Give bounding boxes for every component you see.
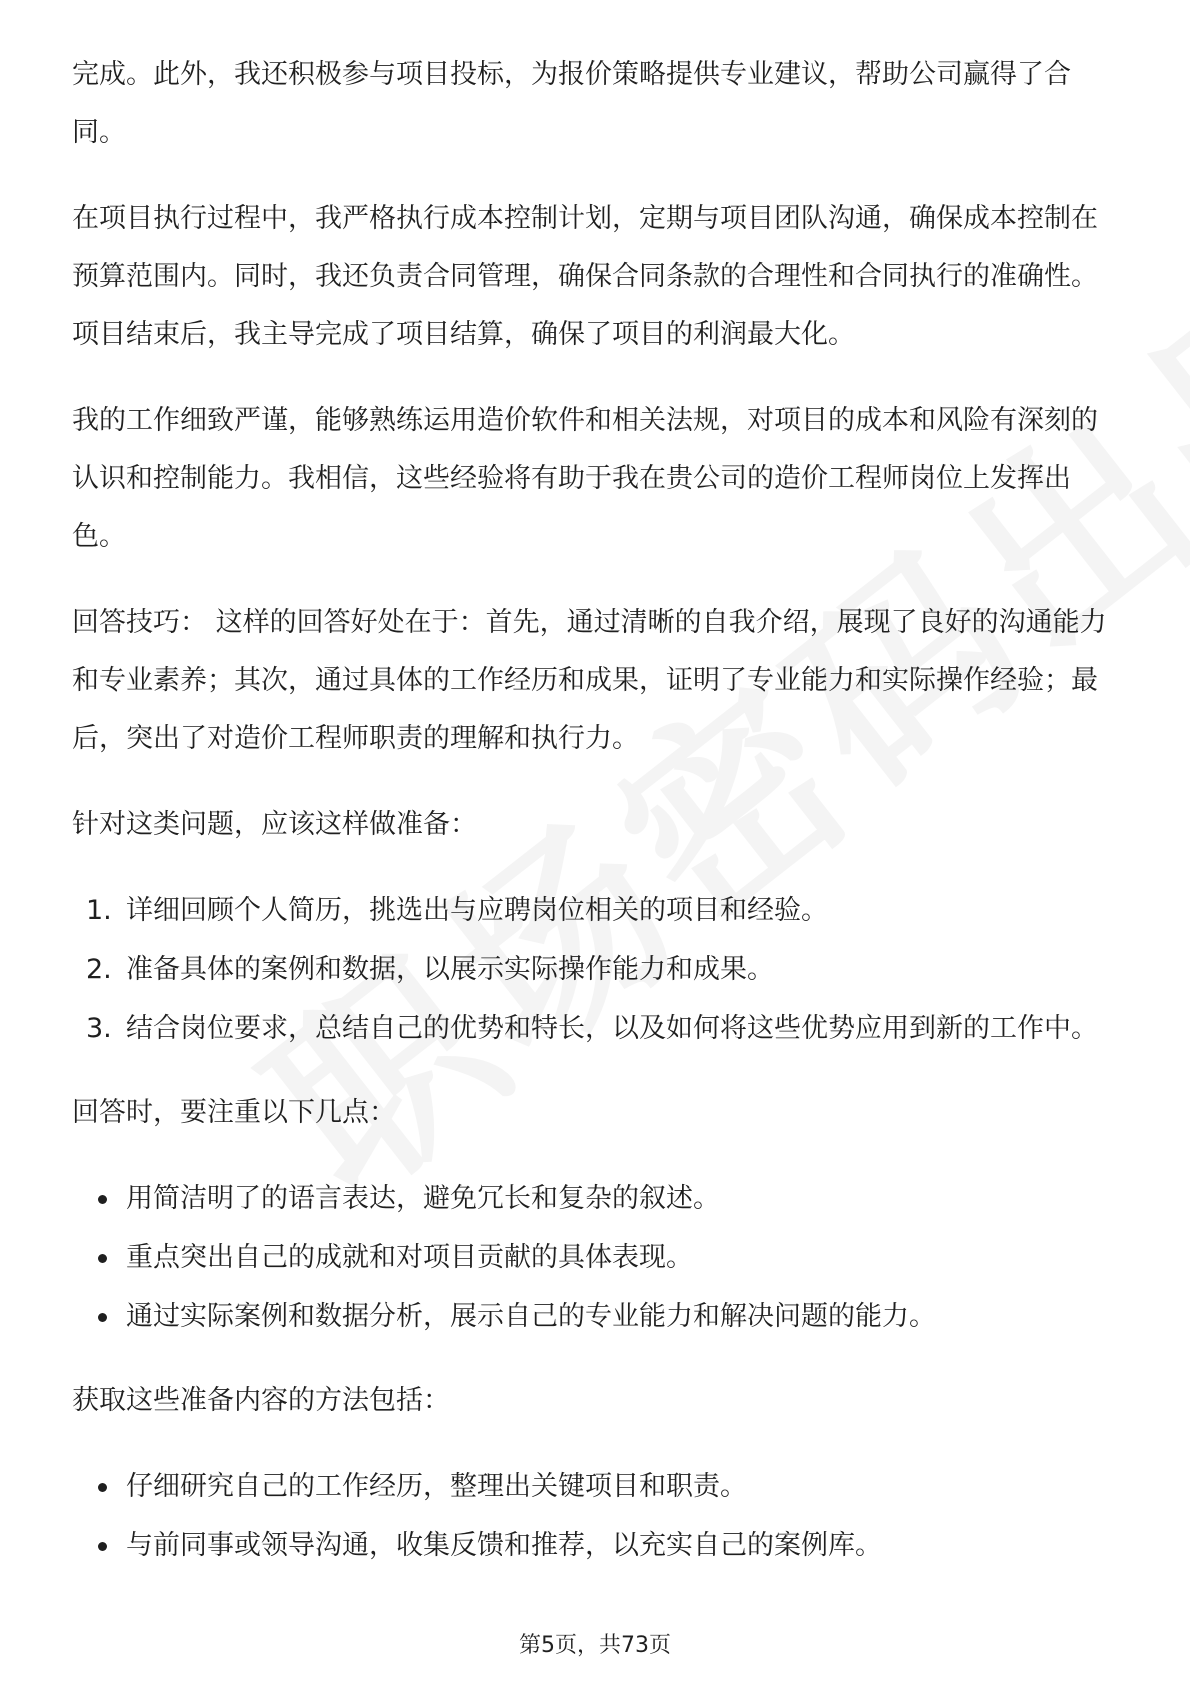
bullet-icon — [98, 1195, 107, 1204]
list-item-text: 与前同事或领导沟通，收集反馈和推荐，以充实自己的案例库。 — [126, 1530, 882, 1561]
list-item — [72, 1458, 1122, 1516]
list-item-text: 详细回顾个人简历，挑选出与应聘岗位相关的项目和经验。 — [126, 895, 828, 926]
bullet-list — [72, 1458, 1122, 1575]
list-item-text: 用简洁明了的语言表达，避免冗长和复杂的叙述。 — [126, 1183, 720, 1214]
list-item — [72, 941, 1122, 999]
list-item — [72, 1229, 1122, 1287]
list-item — [72, 1517, 1122, 1575]
list-number: 3. — [86, 1013, 112, 1044]
section-heading: 获取这些准备内容的方法包括： — [72, 1385, 450, 1416]
bullet-icon — [98, 1254, 107, 1263]
list-item-text: 仔细研究自己的工作经历，整理出关键项目和职责。 — [126, 1471, 747, 1502]
paragraph: 在项目执行过程中，我严格执行成本控制计划，定期与项目团队沟通，确保成本控制在预算范围内。同时，我还负责合同管理，确保合同条款的合理性和合同执行的准确性。项目结束后，我主导完成了项目结算，确保了项目的利润最大化。 — [72, 203, 1098, 350]
list-number: 1. — [86, 895, 112, 926]
list-number: 2. — [86, 954, 112, 985]
bullet-icon — [98, 1483, 107, 1492]
section-heading: 回答时，要注重以下几点： — [72, 1097, 396, 1128]
list-item-text: 重点突出自己的成就和对项目贡献的具体表现。 — [126, 1242, 693, 1273]
list-item-text: 结合岗位要求，总结自己的优势和特长，以及如何将这些优势应用到新的工作中。 — [126, 1013, 1098, 1044]
section-heading: 针对这类问题，应该这样做准备： — [72, 809, 477, 840]
bullet-list — [72, 1170, 1122, 1346]
list-item — [72, 1170, 1122, 1228]
list-item-text: 通过实际案例和数据分析，展示自己的专业能力和解决问题的能力。 — [126, 1301, 936, 1332]
paragraph: 我的工作细致严谨，能够熟练运用造价软件和相关法规，对项目的成本和风险有深刻的认识和控制能力。我相信，这些经验将有助于我在贵公司的造价工程师岗位上发挥出色。 — [72, 405, 1098, 552]
paragraph: 回答技巧： 这样的回答好处在于：首先，通过清晰的自我介绍，展现了良好的沟通能力和专业素养；其次，通过具体的工作经历和成果，证明了专业能力和实际操作经验；最后，突出了对造价工程师职责的理解和执行力。 — [72, 607, 1107, 754]
document-body — [72, 46, 1122, 1601]
page-number-footer: 第5页，共73页 — [519, 1633, 671, 1658]
list-item — [72, 882, 1122, 940]
paragraph: 完成。此外，我还积极参与项目投标，为报价策略提供专业建议，帮助公司赢得了合同。 — [72, 59, 1071, 148]
bullet-icon — [98, 1542, 107, 1551]
numbered-list — [72, 882, 1122, 1058]
bullet-icon — [98, 1313, 107, 1322]
list-item — [72, 1288, 1122, 1346]
list-item — [72, 1000, 1122, 1058]
list-item-text: 准备具体的案例和数据，以展示实际操作能力和成果。 — [126, 954, 774, 985]
